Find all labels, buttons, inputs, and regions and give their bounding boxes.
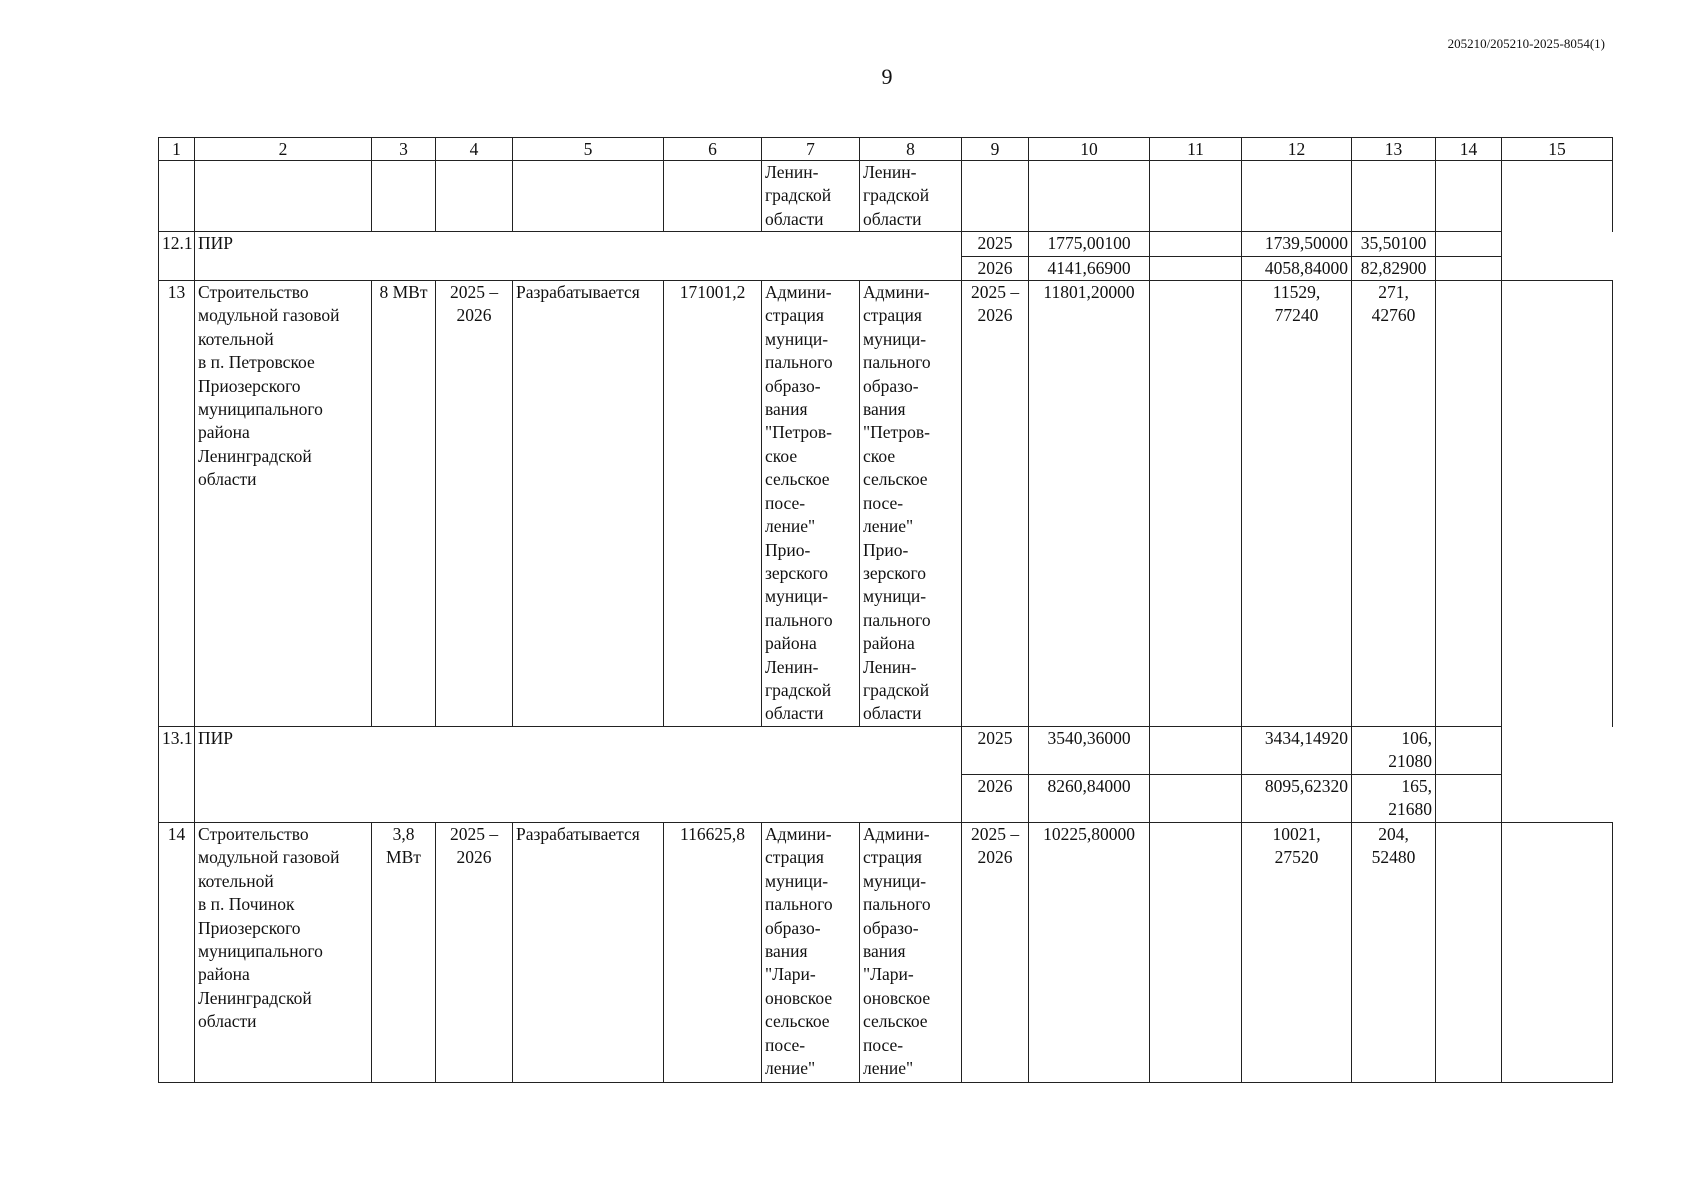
table-cell [1150, 256, 1242, 280]
column-header: 11 [1150, 138, 1242, 161]
table-cell: 8260,84000 [1029, 775, 1150, 823]
table-row [159, 727, 1613, 775]
table-cell [1150, 727, 1242, 775]
column-number-row [159, 138, 1613, 161]
table-cell: 204, 52480 [1352, 823, 1436, 1083]
table-cell: 2025 – 2026 [962, 281, 1029, 727]
column-header: 12 [1242, 138, 1352, 161]
table-row [159, 161, 1613, 232]
document-id: 205210/205210-2025-8054(1) [1447, 36, 1605, 51]
table-cell: 4058,84000 [1242, 256, 1352, 280]
row-number: 13.1 [159, 727, 195, 823]
table-cell: Админи- страция муници- пального образо- вания "Лари- оновское сельское посе- ление" [860, 823, 962, 1083]
table-cell: 10225,80000 [1029, 823, 1150, 1083]
column-header: 10 [1029, 138, 1150, 161]
table-cell [1150, 823, 1242, 1083]
row-number: 12.1 [159, 232, 195, 281]
column-header: 4 [436, 138, 513, 161]
cost-cell: 116625,8 [664, 823, 762, 1083]
status-cell: Разрабатывается [513, 823, 664, 1083]
status-cell: Разрабатывается [513, 281, 664, 727]
table-cell: 11801,20000 [1029, 281, 1150, 727]
table-row [159, 823, 1613, 1083]
column-header: 5 [513, 138, 664, 161]
table-cell: 3540,36000 [1029, 727, 1150, 775]
column-header: 1 [159, 138, 195, 161]
table-cell: Админи- страция муници- пального образо- вания "Лари- оновское сельское посе- ление" [762, 823, 860, 1083]
period-cell: 2025 – 2026 [436, 823, 513, 1083]
table-cell [1150, 775, 1242, 823]
table-cell: 3434,14920 [1242, 727, 1352, 775]
table-cell: 11529, 77240 [1242, 281, 1352, 727]
column-header: 7 [762, 138, 860, 161]
column-header: 9 [962, 138, 1029, 161]
year-cell: 2026 [962, 256, 1029, 280]
column-header: 3 [372, 138, 436, 161]
table-cell: 4141,66900 [1029, 256, 1150, 280]
year-cell: 2025 [962, 232, 1029, 256]
table-cell: 165, 21680 [1352, 775, 1436, 823]
project-name: Строительство модульной газовой котельной в п. Петровское Приозерского муниципального района Ленинградской области [195, 281, 372, 727]
table-cell: Админи- страция муници- пального образо- вания "Петров- ское сельское посе- ление" Прио- зерского муници- пального района Ленин- градской области [860, 281, 962, 727]
table-cell [1436, 256, 1502, 280]
cost-cell: 171001,2 [664, 281, 762, 727]
column-header: 14 [1436, 138, 1502, 161]
column-header: 6 [664, 138, 762, 161]
table-cell: 35,50100 [1352, 232, 1436, 256]
column-header: 15 [1502, 138, 1613, 161]
program-table [158, 137, 1613, 1083]
column-header: 13 [1352, 138, 1436, 161]
table-cell: Админи- страция муници- пального образо- вания "Петров- ское сельское посе- ление" Прио- зерского муници- пального района Ленин- градской области [762, 281, 860, 727]
table-cell: Ленин- градской области [762, 161, 860, 232]
table-row [159, 232, 1613, 256]
table-cell [1436, 823, 1502, 1083]
power-cell: 8 МВт [372, 281, 436, 727]
table-cell: 1775,00100 [1029, 232, 1150, 256]
page-number: 9 [881, 64, 893, 89]
table-cell [1436, 281, 1502, 727]
project-name: Строительство модульной газовой котельной в п. Починок Приозерского муниципального района Ленинградской области [195, 823, 372, 1083]
table-cell: 8095,62320 [1242, 775, 1352, 823]
table-cell [1150, 232, 1242, 256]
table-cell: 271, 42760 [1352, 281, 1436, 727]
table-cell [1436, 775, 1502, 823]
table-cell [1150, 281, 1242, 727]
table-cell [1502, 823, 1613, 1083]
power-cell: 3,8 МВт [372, 823, 436, 1083]
column-header: 8 [860, 138, 962, 161]
year-cell: 2026 [962, 775, 1029, 823]
table-cell: 106, 21080 [1352, 727, 1436, 775]
table-cell: 1739,50000 [1242, 232, 1352, 256]
table-cell: 2025 – 2026 [962, 823, 1029, 1083]
row-number: 13 [159, 281, 195, 727]
table-row [159, 281, 1613, 727]
table-cell: 82,82900 [1352, 256, 1436, 280]
row-label: ПИР [195, 727, 962, 823]
row-label: ПИР [195, 232, 962, 281]
table-cell: Ленин- градской области [860, 161, 962, 232]
column-header: 2 [195, 138, 372, 161]
table-cell [1502, 281, 1613, 727]
table-cell [1436, 727, 1502, 775]
table-cell: 10021, 27520 [1242, 823, 1352, 1083]
row-number: 14 [159, 823, 195, 1083]
year-cell: 2025 [962, 727, 1029, 775]
period-cell: 2025 – 2026 [436, 281, 513, 727]
table-cell [1436, 232, 1502, 256]
